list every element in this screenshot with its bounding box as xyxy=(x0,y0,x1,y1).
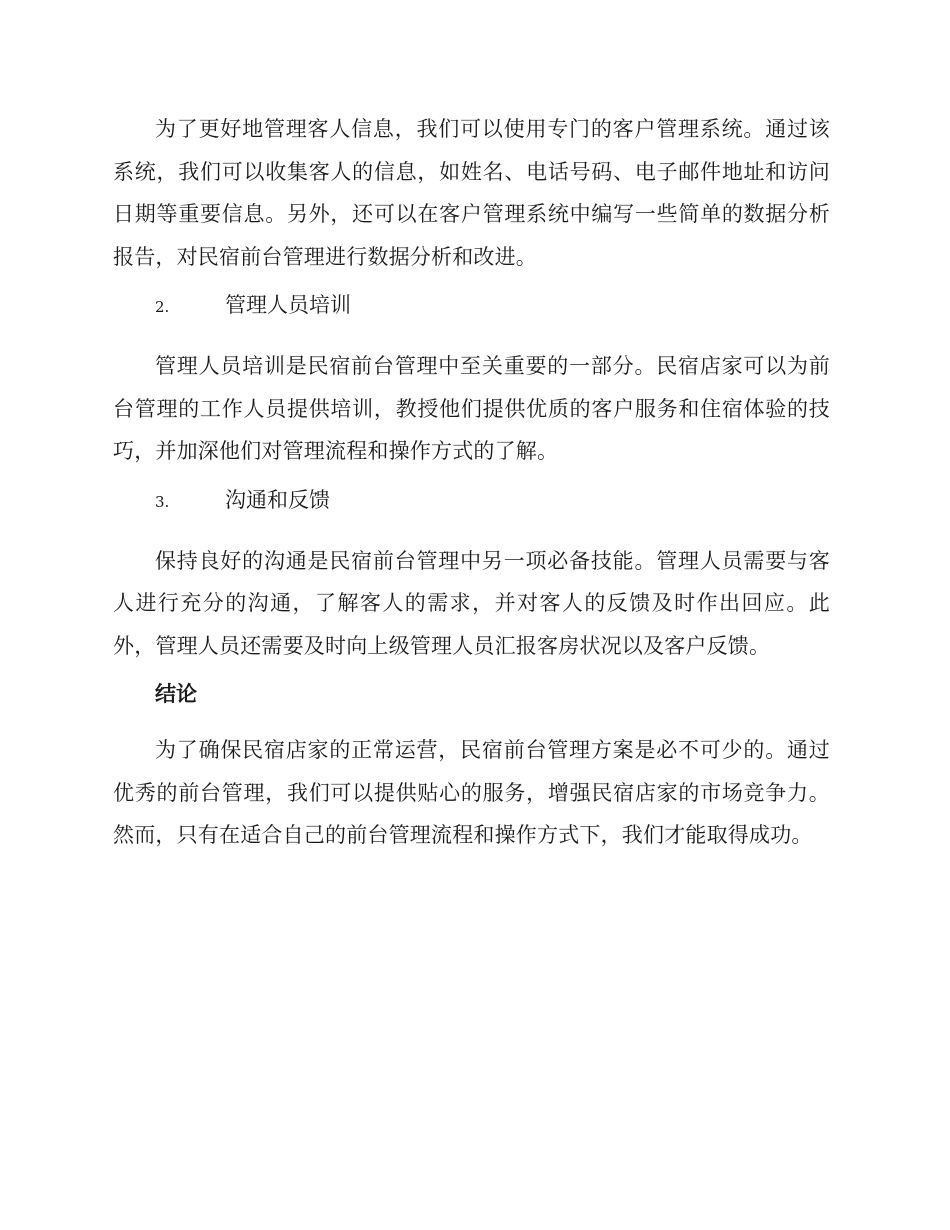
paragraph-staff-training: 管理人员培训是民宿前台管理中至关重要的一部分。民宿店家可以为前台管理的工作人员提供培训，教授他们提供优质的客户服务和住宿体验的技巧，并加深他们对管理流程和操作方式的了解。 xyxy=(113,354,830,463)
section-number: 3. xyxy=(155,492,170,511)
conclusion-heading: 结论 xyxy=(155,681,197,706)
paragraph-customer-management: 为了更好地管理客人信息，我们可以使用专门的客户管理系统。通过该系统，我们可以收集客人的信息，如姓名、电话号码、电子邮件地址和访问日期等重要信息。另外，还可以在客户管理系统中编写一些简单的数据分析报告，对民宿前台管理进行数据分析和改进。 xyxy=(113,117,830,269)
section-item-staff-training xyxy=(113,290,830,322)
section-item-communication xyxy=(113,485,830,517)
paragraph-conclusion: 为了确保民宿店家的正常运营，民宿前台管理方案是必不可少的。通过优秀的前台管理，我们可以提供贴心的服务，增强民宿店家的市场竞争力。然而，只有在适合自己的前台管理流程和操作方式下，我们才能取得成功。 xyxy=(113,738,830,847)
section-title: 管理人员培训 xyxy=(225,293,351,317)
paragraph-communication: 保持良好的沟通是民宿前台管理中另一项必备技能。管理人员需要与客人进行充分的沟通，了解客人的需求，并对客人的反馈及时作出回应。此外，管理人员还需要及时向上级管理人员汇报客房状况以及客户反馈。 xyxy=(113,548,830,658)
section-title: 沟通和反馈 xyxy=(225,487,330,512)
section-number: 2. xyxy=(155,298,170,316)
document-page xyxy=(113,108,830,869)
